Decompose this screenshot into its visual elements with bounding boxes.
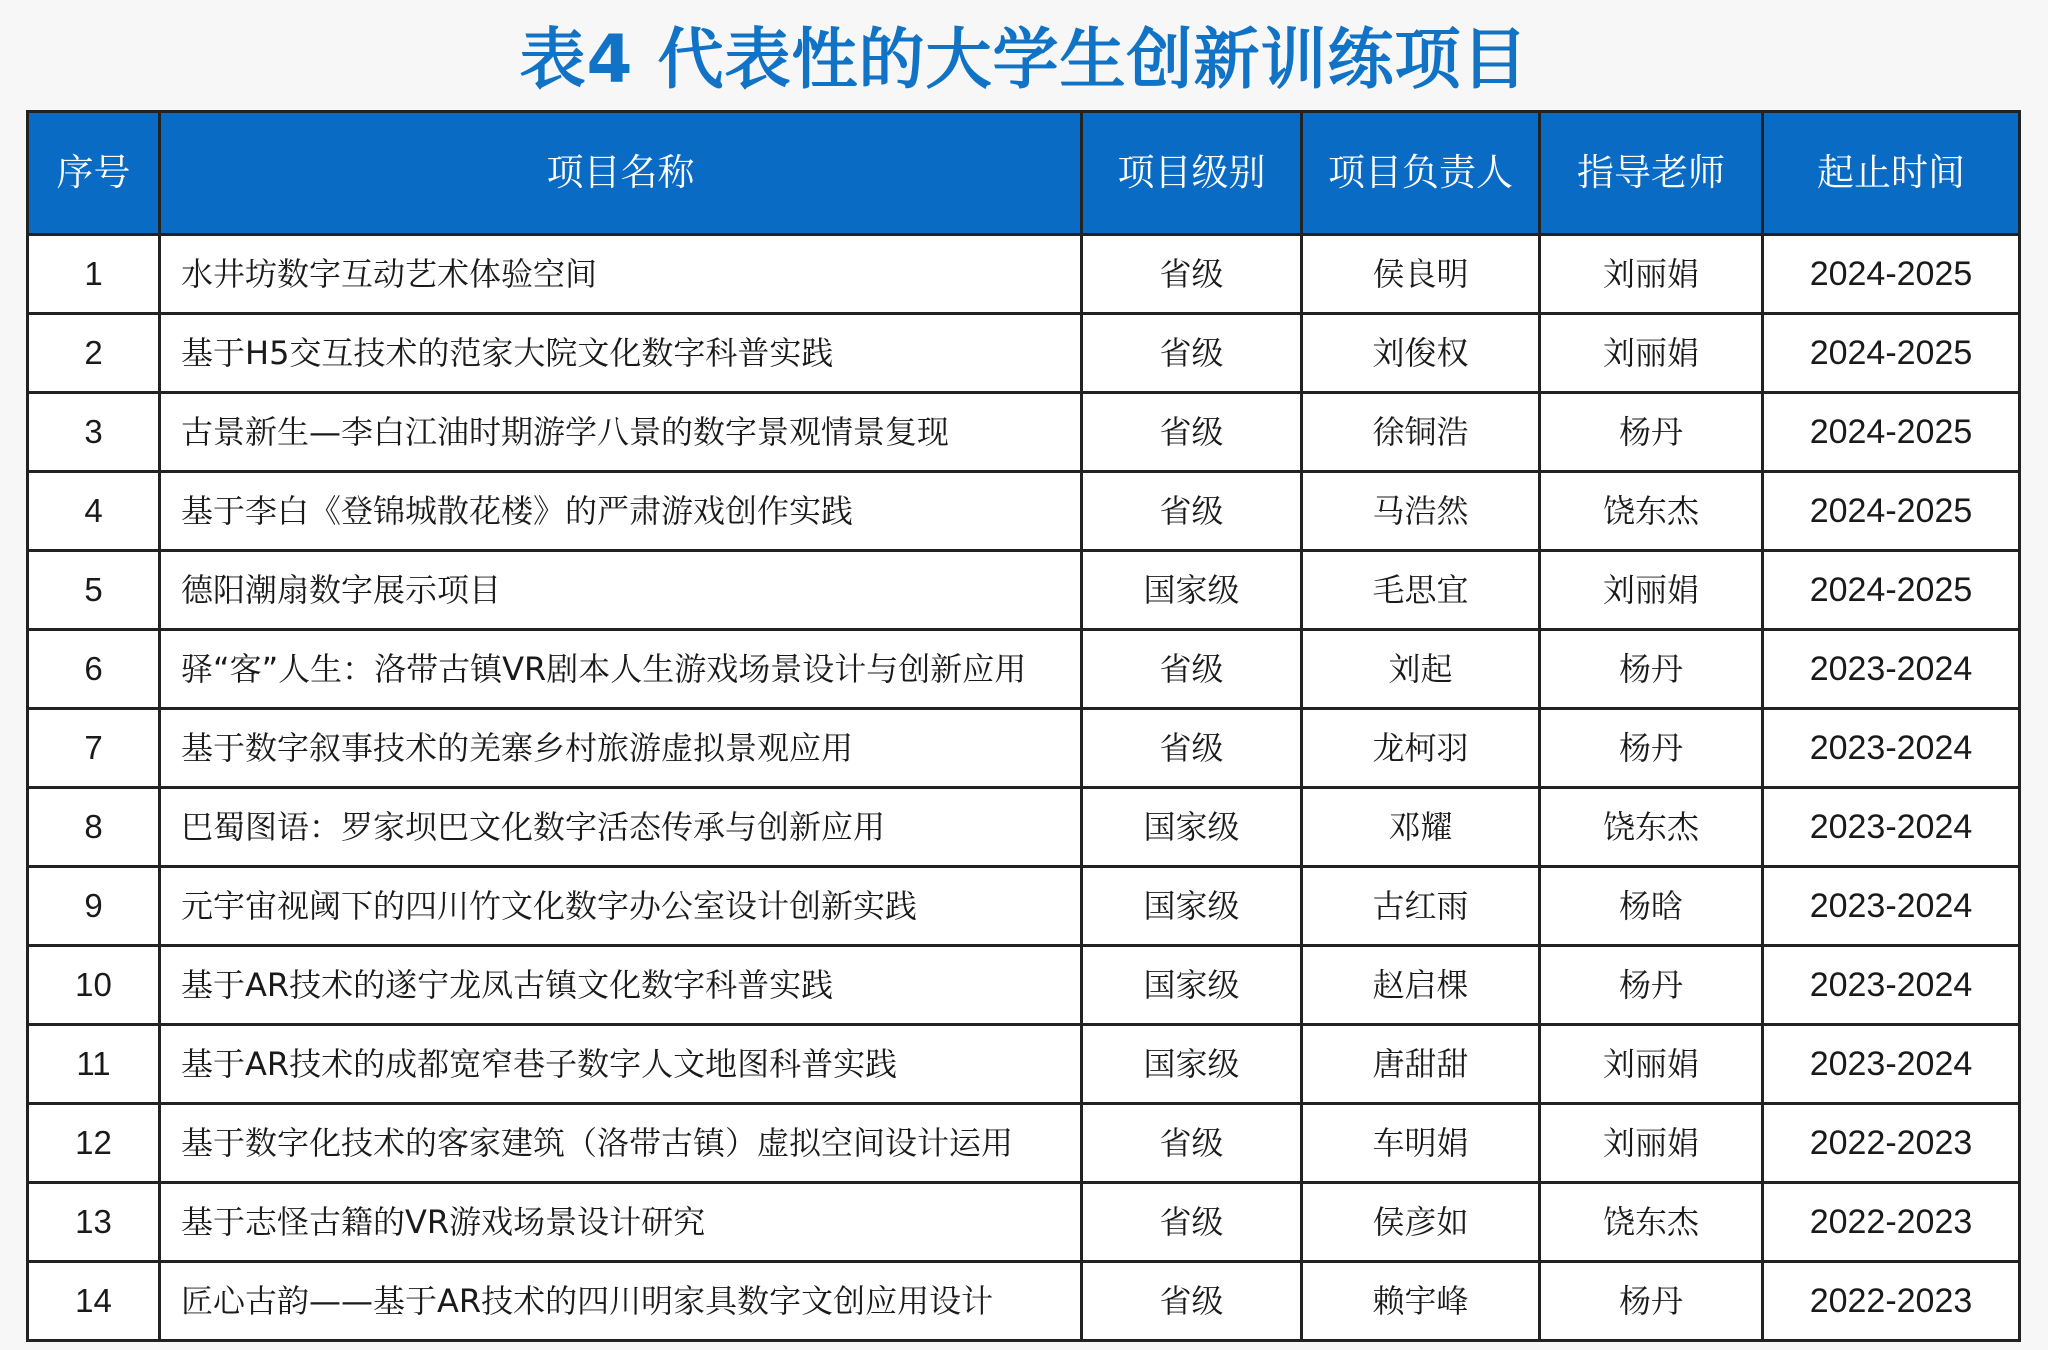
header-row (28, 112, 2020, 235)
cell-index: 14 (28, 1262, 160, 1341)
cell-period: 2023-2024 (1763, 1025, 2020, 1104)
cell-project-name: 基于数字化技术的客家建筑（洛带古镇）虚拟空间设计运用 (160, 1104, 1082, 1183)
cell-project-name: 基于AR技术的遂宁龙凤古镇文化数字科普实践 (160, 946, 1082, 1025)
cell-project-name: 基于H5交互技术的范家大院文化数字科普实践 (160, 314, 1082, 393)
cell-advisor: 刘丽娟 (1540, 1025, 1763, 1104)
cell-index: 7 (28, 709, 160, 788)
cell-project-level: 省级 (1082, 472, 1302, 551)
cell-project-name: 驿“客”人生：洛带古镇VR剧本人生游戏场景设计与创新应用 (160, 630, 1082, 709)
cell-project-level: 国家级 (1082, 867, 1302, 946)
cell-index: 2 (28, 314, 160, 393)
cell-project-level: 国家级 (1082, 1025, 1302, 1104)
cell-project-leader: 车明娟 (1302, 1104, 1540, 1183)
cell-period: 2023-2024 (1763, 709, 2020, 788)
cell-period: 2022-2023 (1763, 1262, 2020, 1341)
table-row (28, 551, 2020, 630)
header-period: 起止时间 (1763, 112, 2020, 235)
cell-project-leader: 古红雨 (1302, 867, 1540, 946)
cell-project-leader: 徐铜浩 (1302, 393, 1540, 472)
cell-period: 2024-2025 (1763, 472, 2020, 551)
cell-advisor: 刘丽娟 (1540, 235, 1763, 314)
cell-index: 1 (28, 235, 160, 314)
table-row (28, 946, 2020, 1025)
header-project-level: 项目级别 (1082, 112, 1302, 235)
header-advisor: 指导老师 (1540, 112, 1763, 235)
cell-project-name: 巴蜀图语：罗家坝巴文化数字活态传承与创新应用 (160, 788, 1082, 867)
cell-project-level: 省级 (1082, 393, 1302, 472)
cell-project-name: 基于李白《登锦城散花楼》的严肃游戏创作实践 (160, 472, 1082, 551)
cell-project-leader: 侯良明 (1302, 235, 1540, 314)
cell-period: 2023-2024 (1763, 630, 2020, 709)
cell-project-level: 省级 (1082, 709, 1302, 788)
table-row (28, 472, 2020, 551)
cell-project-leader: 毛思宜 (1302, 551, 1540, 630)
table-row (28, 393, 2020, 472)
cell-project-leader: 邓耀 (1302, 788, 1540, 867)
cell-index: 11 (28, 1025, 160, 1104)
cell-index: 4 (28, 472, 160, 551)
cell-advisor: 杨丹 (1540, 946, 1763, 1025)
cell-project-name: 基于志怪古籍的VR游戏场景设计研究 (160, 1183, 1082, 1262)
cell-advisor: 刘丽娟 (1540, 1104, 1763, 1183)
cell-project-name: 德阳潮扇数字展示项目 (160, 551, 1082, 630)
cell-project-leader: 马浩然 (1302, 472, 1540, 551)
cell-project-level: 国家级 (1082, 946, 1302, 1025)
cell-period: 2024-2025 (1763, 235, 2020, 314)
cell-period: 2023-2024 (1763, 788, 2020, 867)
cell-index: 3 (28, 393, 160, 472)
cell-index: 12 (28, 1104, 160, 1183)
cell-index: 5 (28, 551, 160, 630)
cell-project-level: 省级 (1082, 235, 1302, 314)
cell-index: 10 (28, 946, 160, 1025)
table-row (28, 788, 2020, 867)
table-row (28, 1104, 2020, 1183)
cell-index: 9 (28, 867, 160, 946)
table-row (28, 867, 2020, 946)
table-row (28, 1183, 2020, 1262)
projects-table (26, 110, 2021, 1342)
header-project-name: 项目名称 (160, 112, 1082, 235)
table-row (28, 235, 2020, 314)
cell-project-leader: 赖宇峰 (1302, 1262, 1540, 1341)
cell-advisor: 杨丹 (1540, 709, 1763, 788)
cell-advisor: 饶东杰 (1540, 1183, 1763, 1262)
cell-project-level: 省级 (1082, 1262, 1302, 1341)
cell-advisor: 刘丽娟 (1540, 314, 1763, 393)
cell-index: 13 (28, 1183, 160, 1262)
cell-period: 2024-2025 (1763, 314, 2020, 393)
header-project-leader: 项目负责人 (1302, 112, 1540, 235)
cell-advisor: 饶东杰 (1540, 472, 1763, 551)
table-body (28, 235, 2020, 1341)
cell-period: 2022-2023 (1763, 1183, 2020, 1262)
cell-project-name: 匠心古韵——基于AR技术的四川明家具数字文创应用设计 (160, 1262, 1082, 1341)
table-row (28, 1025, 2020, 1104)
cell-period: 2023-2024 (1763, 867, 2020, 946)
cell-advisor: 杨丹 (1540, 630, 1763, 709)
cell-project-leader: 龙柯羽 (1302, 709, 1540, 788)
cell-advisor: 杨晗 (1540, 867, 1763, 946)
table-header (28, 112, 2020, 235)
cell-project-name: 古景新生—李白江油时期游学八景的数字景观情景复现 (160, 393, 1082, 472)
cell-period: 2024-2025 (1763, 393, 2020, 472)
cell-project-leader: 赵启棵 (1302, 946, 1540, 1025)
cell-advisor: 饶东杰 (1540, 788, 1763, 867)
cell-project-level: 省级 (1082, 314, 1302, 393)
table-row (28, 314, 2020, 393)
cell-index: 8 (28, 788, 160, 867)
cell-project-name: 元宇宙视阈下的四川竹文化数字办公室设计创新实践 (160, 867, 1082, 946)
cell-period: 2023-2024 (1763, 946, 2020, 1025)
table-row (28, 1262, 2020, 1341)
cell-period: 2024-2025 (1763, 551, 2020, 630)
cell-project-leader: 唐甜甜 (1302, 1025, 1540, 1104)
cell-project-level: 省级 (1082, 1183, 1302, 1262)
cell-project-level: 省级 (1082, 1104, 1302, 1183)
cell-project-leader: 刘起 (1302, 630, 1540, 709)
table-row (28, 630, 2020, 709)
cell-index: 6 (28, 630, 160, 709)
table-title: 表4 代表性的大学生创新训练项目 (519, 21, 1529, 98)
cell-project-leader: 刘俊权 (1302, 314, 1540, 393)
cell-project-leader: 侯彦如 (1302, 1183, 1540, 1262)
cell-advisor: 刘丽娟 (1540, 551, 1763, 630)
table-row (28, 709, 2020, 788)
cell-period: 2022-2023 (1763, 1104, 2020, 1183)
cell-advisor: 杨丹 (1540, 393, 1763, 472)
cell-project-level: 国家级 (1082, 551, 1302, 630)
cell-project-name: 基于AR技术的成都宽窄巷子数字人文地图科普实践 (160, 1025, 1082, 1104)
cell-project-level: 省级 (1082, 630, 1302, 709)
cell-project-name: 基于数字叙事技术的羌寨乡村旅游虚拟景观应用 (160, 709, 1082, 788)
header-index: 序号 (28, 112, 160, 235)
cell-advisor: 杨丹 (1540, 1262, 1763, 1341)
cell-project-level: 国家级 (1082, 788, 1302, 867)
cell-project-name: 水井坊数字互动艺术体验空间 (160, 235, 1082, 314)
